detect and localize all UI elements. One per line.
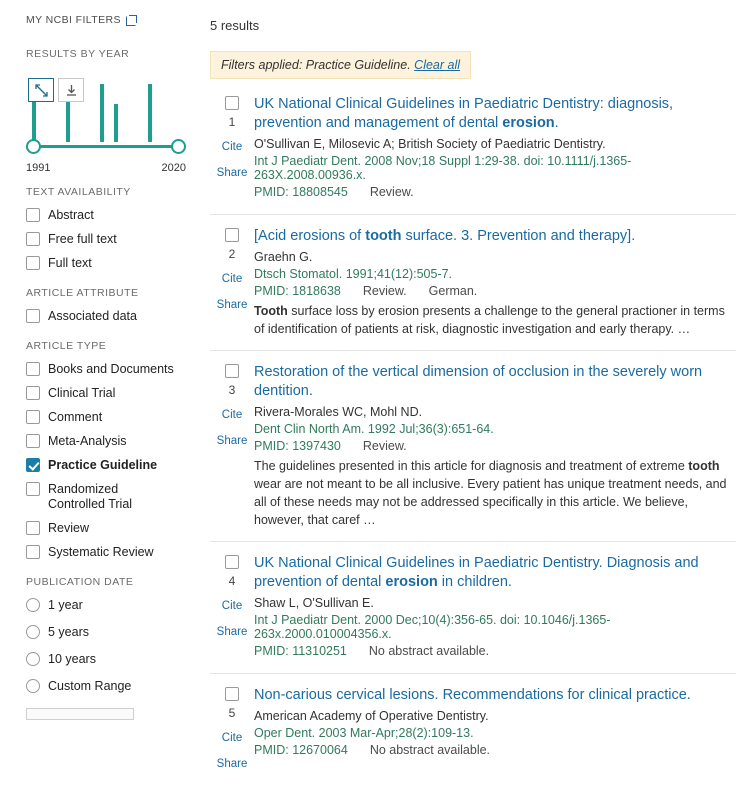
result-pmid: PMID: 1818638	[254, 284, 341, 298]
filter-label: Practice Guideline	[48, 458, 158, 472]
filter-group-article-type	[26, 340, 200, 560]
result-meta	[254, 644, 732, 658]
result-number: 4	[228, 574, 236, 588]
filter-10-years[interactable]	[26, 652, 200, 667]
checkbox[interactable]	[26, 232, 40, 246]
result-number: 2	[228, 247, 236, 261]
result-number: 3	[228, 383, 236, 397]
results-count: 5 results	[210, 18, 260, 33]
title-highlight: erosion	[502, 115, 555, 131]
radio-button[interactable]	[26, 598, 40, 612]
result-controls	[210, 363, 254, 529]
year-min-label: 1991	[26, 162, 51, 174]
checkbox[interactable]	[26, 386, 40, 400]
result-title-link[interactable]	[254, 686, 732, 705]
external-link-icon	[126, 15, 137, 26]
checkbox[interactable]	[26, 545, 40, 559]
result-authors: Graehn G.	[254, 250, 313, 264]
filter-5-years[interactable]	[26, 625, 200, 640]
download-icon-button[interactable]	[58, 78, 84, 102]
result-tag-language: German.	[428, 284, 478, 298]
result-body	[254, 686, 736, 784]
result-select-checkbox[interactable]	[225, 364, 239, 378]
sidebar-footer-field[interactable]	[26, 708, 134, 720]
result-controls	[210, 227, 254, 338]
result-snippet	[254, 457, 732, 529]
filter-label: Free full text	[48, 232, 117, 246]
results-by-year-histogram[interactable]	[26, 70, 186, 174]
my-ncbi-filters-link[interactable]	[26, 14, 200, 26]
filter-label: Abstract	[48, 208, 94, 222]
title-text: Non-carious cervical lesions. Recommendations for clinical practice.	[254, 687, 691, 703]
share-button[interactable]: Share	[216, 758, 248, 770]
checkbox[interactable]	[26, 256, 40, 270]
filter-full-text[interactable]	[26, 256, 200, 271]
result-citation: Int J Paediatr Dent. 2000 Dec;10(4):356-65. doi: 10.1046/j.1365-263x.2000.010004356.x.	[254, 613, 611, 641]
title-highlight: tooth	[365, 228, 402, 244]
checkbox[interactable]	[26, 521, 40, 535]
result-tag: No abstract available.	[369, 743, 491, 757]
cite-button[interactable]: Cite	[221, 600, 243, 612]
result-citation: Dent Clin North Am. 1992 Jul;36(3):651-64.	[254, 422, 494, 436]
snippet-text-start: The guidelines presented in this article for diagnosis and treatment of extreme	[254, 459, 689, 473]
result-body	[254, 95, 736, 202]
radio-button[interactable]	[26, 625, 40, 639]
result-meta	[254, 439, 732, 453]
result-item	[210, 350, 736, 541]
checkbox[interactable]	[26, 309, 40, 323]
cite-button[interactable]: Cite	[221, 273, 243, 285]
result-meta	[254, 743, 732, 757]
share-button[interactable]: Share	[216, 626, 248, 638]
snippet-text: wear are not meant to be all inclusive. Every patient has unique treatment needs, and all of these needs may not be addressed specifically in this article. We believe, however, that caref …	[254, 477, 727, 527]
result-citation: Dtsch Stomatol. 1991;41(12):505-7.	[254, 267, 453, 281]
result-authors: American Academy of Operative Dentistry.	[254, 709, 489, 723]
filter-label: Associated data	[48, 309, 137, 323]
result-pmid: PMID: 11310251	[254, 644, 347, 658]
group-title: TEXT AVAILABILITY	[26, 186, 131, 198]
result-body	[254, 363, 736, 529]
result-controls	[210, 95, 254, 202]
result-item	[210, 541, 736, 673]
share-button[interactable]: Share	[216, 167, 248, 179]
title-text-end: .	[554, 115, 559, 131]
filters-applied-text: Filters applied: Practice Guideline.	[221, 58, 411, 72]
result-item	[210, 214, 736, 350]
result-authors: O'Sullivan E, Milosevic A; British Society of Paediatric Dentistry.	[254, 137, 606, 151]
filter-clinical-trial[interactable]	[26, 386, 200, 401]
result-controls	[210, 686, 254, 784]
result-pmid: PMID: 18808545	[254, 185, 348, 199]
filter-label: Comment	[48, 410, 103, 424]
result-title-link[interactable]	[254, 363, 732, 401]
checkbox[interactable]	[26, 362, 40, 376]
cite-button[interactable]: Cite	[221, 732, 243, 744]
filter-label: Full text	[48, 256, 92, 270]
filters-applied-banner	[210, 51, 471, 79]
result-select-checkbox[interactable]	[225, 96, 239, 110]
result-title-link[interactable]	[254, 95, 732, 133]
result-body	[254, 554, 736, 661]
filter-label: 1 year	[48, 598, 83, 612]
year-slider-max-handle[interactable]	[171, 139, 186, 154]
filter-comment[interactable]	[26, 410, 200, 425]
filter-meta-analysis[interactable]	[26, 434, 200, 449]
cite-button[interactable]: Cite	[221, 141, 243, 153]
result-title-link[interactable]	[254, 554, 732, 592]
filter-group-text-availability	[26, 186, 200, 271]
filter-custom-range[interactable]	[26, 679, 200, 694]
filters-sidebar	[0, 0, 200, 724]
result-item	[210, 673, 736, 796]
filter-label: Meta-Analysis	[48, 434, 127, 448]
histogram-bar	[100, 84, 104, 142]
filter-label: Books and Documents	[48, 362, 174, 376]
radio-button[interactable]	[26, 679, 40, 693]
checkbox[interactable]	[26, 458, 40, 472]
result-select-checkbox[interactable]	[225, 687, 239, 701]
result-authors: Rivera-Morales WC, Mohl ND.	[254, 405, 423, 419]
result-tag: Review.	[362, 439, 407, 453]
title-highlight: erosion	[385, 574, 438, 590]
filter-group-publication-date	[26, 576, 200, 694]
result-citation: Oper Dent. 2003 Mar-Apr;28(2):109-13.	[254, 726, 474, 740]
year-slider-track	[30, 145, 176, 148]
filter-label: Systematic Review	[48, 545, 154, 559]
result-meta	[254, 185, 732, 199]
checkbox[interactable]	[26, 410, 40, 424]
filter-systematic-review[interactable]	[26, 545, 200, 560]
result-number: 1	[228, 115, 236, 129]
histogram-toolbar	[28, 78, 84, 102]
cite-button[interactable]: Cite	[221, 409, 243, 421]
checkbox[interactable]	[26, 434, 40, 448]
filter-practice-guideline[interactable]	[26, 458, 200, 473]
radio-button[interactable]	[26, 652, 40, 666]
filter-books-and-documents[interactable]	[26, 362, 200, 377]
result-tag: Review.	[362, 284, 407, 298]
share-button[interactable]: Share	[216, 435, 248, 447]
result-tag: No abstract available.	[368, 644, 490, 658]
filter-label: Clinical Trial	[48, 386, 116, 400]
histogram-bar	[148, 84, 152, 142]
filter-label: Custom Range	[48, 679, 132, 693]
year-slider-min-handle[interactable]	[26, 139, 41, 154]
title-text: UK National Clinical Guidelines in Paediatric Dentistry: diagnosis, prevention and management of dental	[254, 96, 674, 131]
result-pmid: PMID: 1397430	[254, 439, 341, 453]
results-by-year-title: RESULTS BY YEAR	[26, 48, 130, 60]
group-title: PUBLICATION DATE	[26, 576, 134, 588]
result-pmid: PMID: 12670064	[254, 743, 348, 757]
title-text: [Acid erosions of	[254, 228, 366, 244]
result-title-link[interactable]	[254, 227, 732, 246]
result-select-checkbox[interactable]	[225, 555, 239, 569]
result-snippet	[254, 302, 732, 338]
clear-all-link[interactable]: Clear all	[414, 58, 461, 72]
result-item	[210, 95, 736, 214]
filter-label: 10 years	[48, 652, 96, 666]
title-text: UK National Clinical Guidelines in Paediatric Dentistry. Diagnosis and prevention of dental	[254, 555, 699, 590]
result-tag: Review.	[369, 185, 414, 199]
snippet-text: surface loss by erosion presents a challenge to the general practioner in terms of identification of patients at risk, diagnostic investigation and early therapy. …	[254, 304, 725, 336]
filter-1-year[interactable]	[26, 598, 200, 613]
expand-arrows-icon-button[interactable]	[28, 78, 54, 102]
group-title: ARTICLE TYPE	[26, 340, 107, 352]
filter-abstract[interactable]	[26, 208, 200, 223]
filter-free-full-text[interactable]	[26, 232, 200, 247]
group-title: ARTICLE ATTRIBUTE	[26, 287, 139, 299]
my-ncbi-filters-label: MY NCBI FILTERS	[26, 14, 121, 26]
filter-group-article-attribute	[26, 287, 200, 324]
share-button[interactable]: Share	[216, 299, 248, 311]
result-authors: Shaw L, O'Sullivan E.	[254, 596, 374, 610]
snippet-highlight: tooth	[688, 459, 720, 473]
filter-review[interactable]	[26, 521, 200, 536]
title-text-end: in children.	[437, 574, 512, 590]
filter-label: Randomized Controlled Trial	[48, 482, 133, 511]
result-body	[254, 227, 736, 338]
filter-label: 5 years	[48, 625, 89, 639]
histogram-bar	[114, 104, 118, 142]
checkbox[interactable]	[26, 482, 40, 496]
result-citation: Int J Paediatr Dent. 2008 Nov;18 Suppl 1:29-38. doi: 10.1111/j.1365-263X.2008.00936.x.	[254, 154, 632, 182]
filter-randomized-controlled-trial[interactable]	[26, 482, 200, 512]
title-text: Restoration of the vertical dimension of occlusion in the severely worn dentition.	[254, 364, 703, 399]
result-select-checkbox[interactable]	[225, 228, 239, 242]
result-number: 5	[228, 706, 236, 720]
result-controls	[210, 554, 254, 661]
checkbox[interactable]	[26, 208, 40, 222]
filter-label: Review	[48, 521, 89, 535]
title-text-end: surface. 3. Prevention and therapy].	[401, 228, 636, 244]
snippet-highlight: Tooth	[254, 304, 288, 318]
results-panel	[200, 0, 750, 770]
result-meta	[254, 284, 732, 298]
filter-associated-data[interactable]	[26, 309, 200, 324]
year-max-label: 2020	[161, 162, 186, 174]
